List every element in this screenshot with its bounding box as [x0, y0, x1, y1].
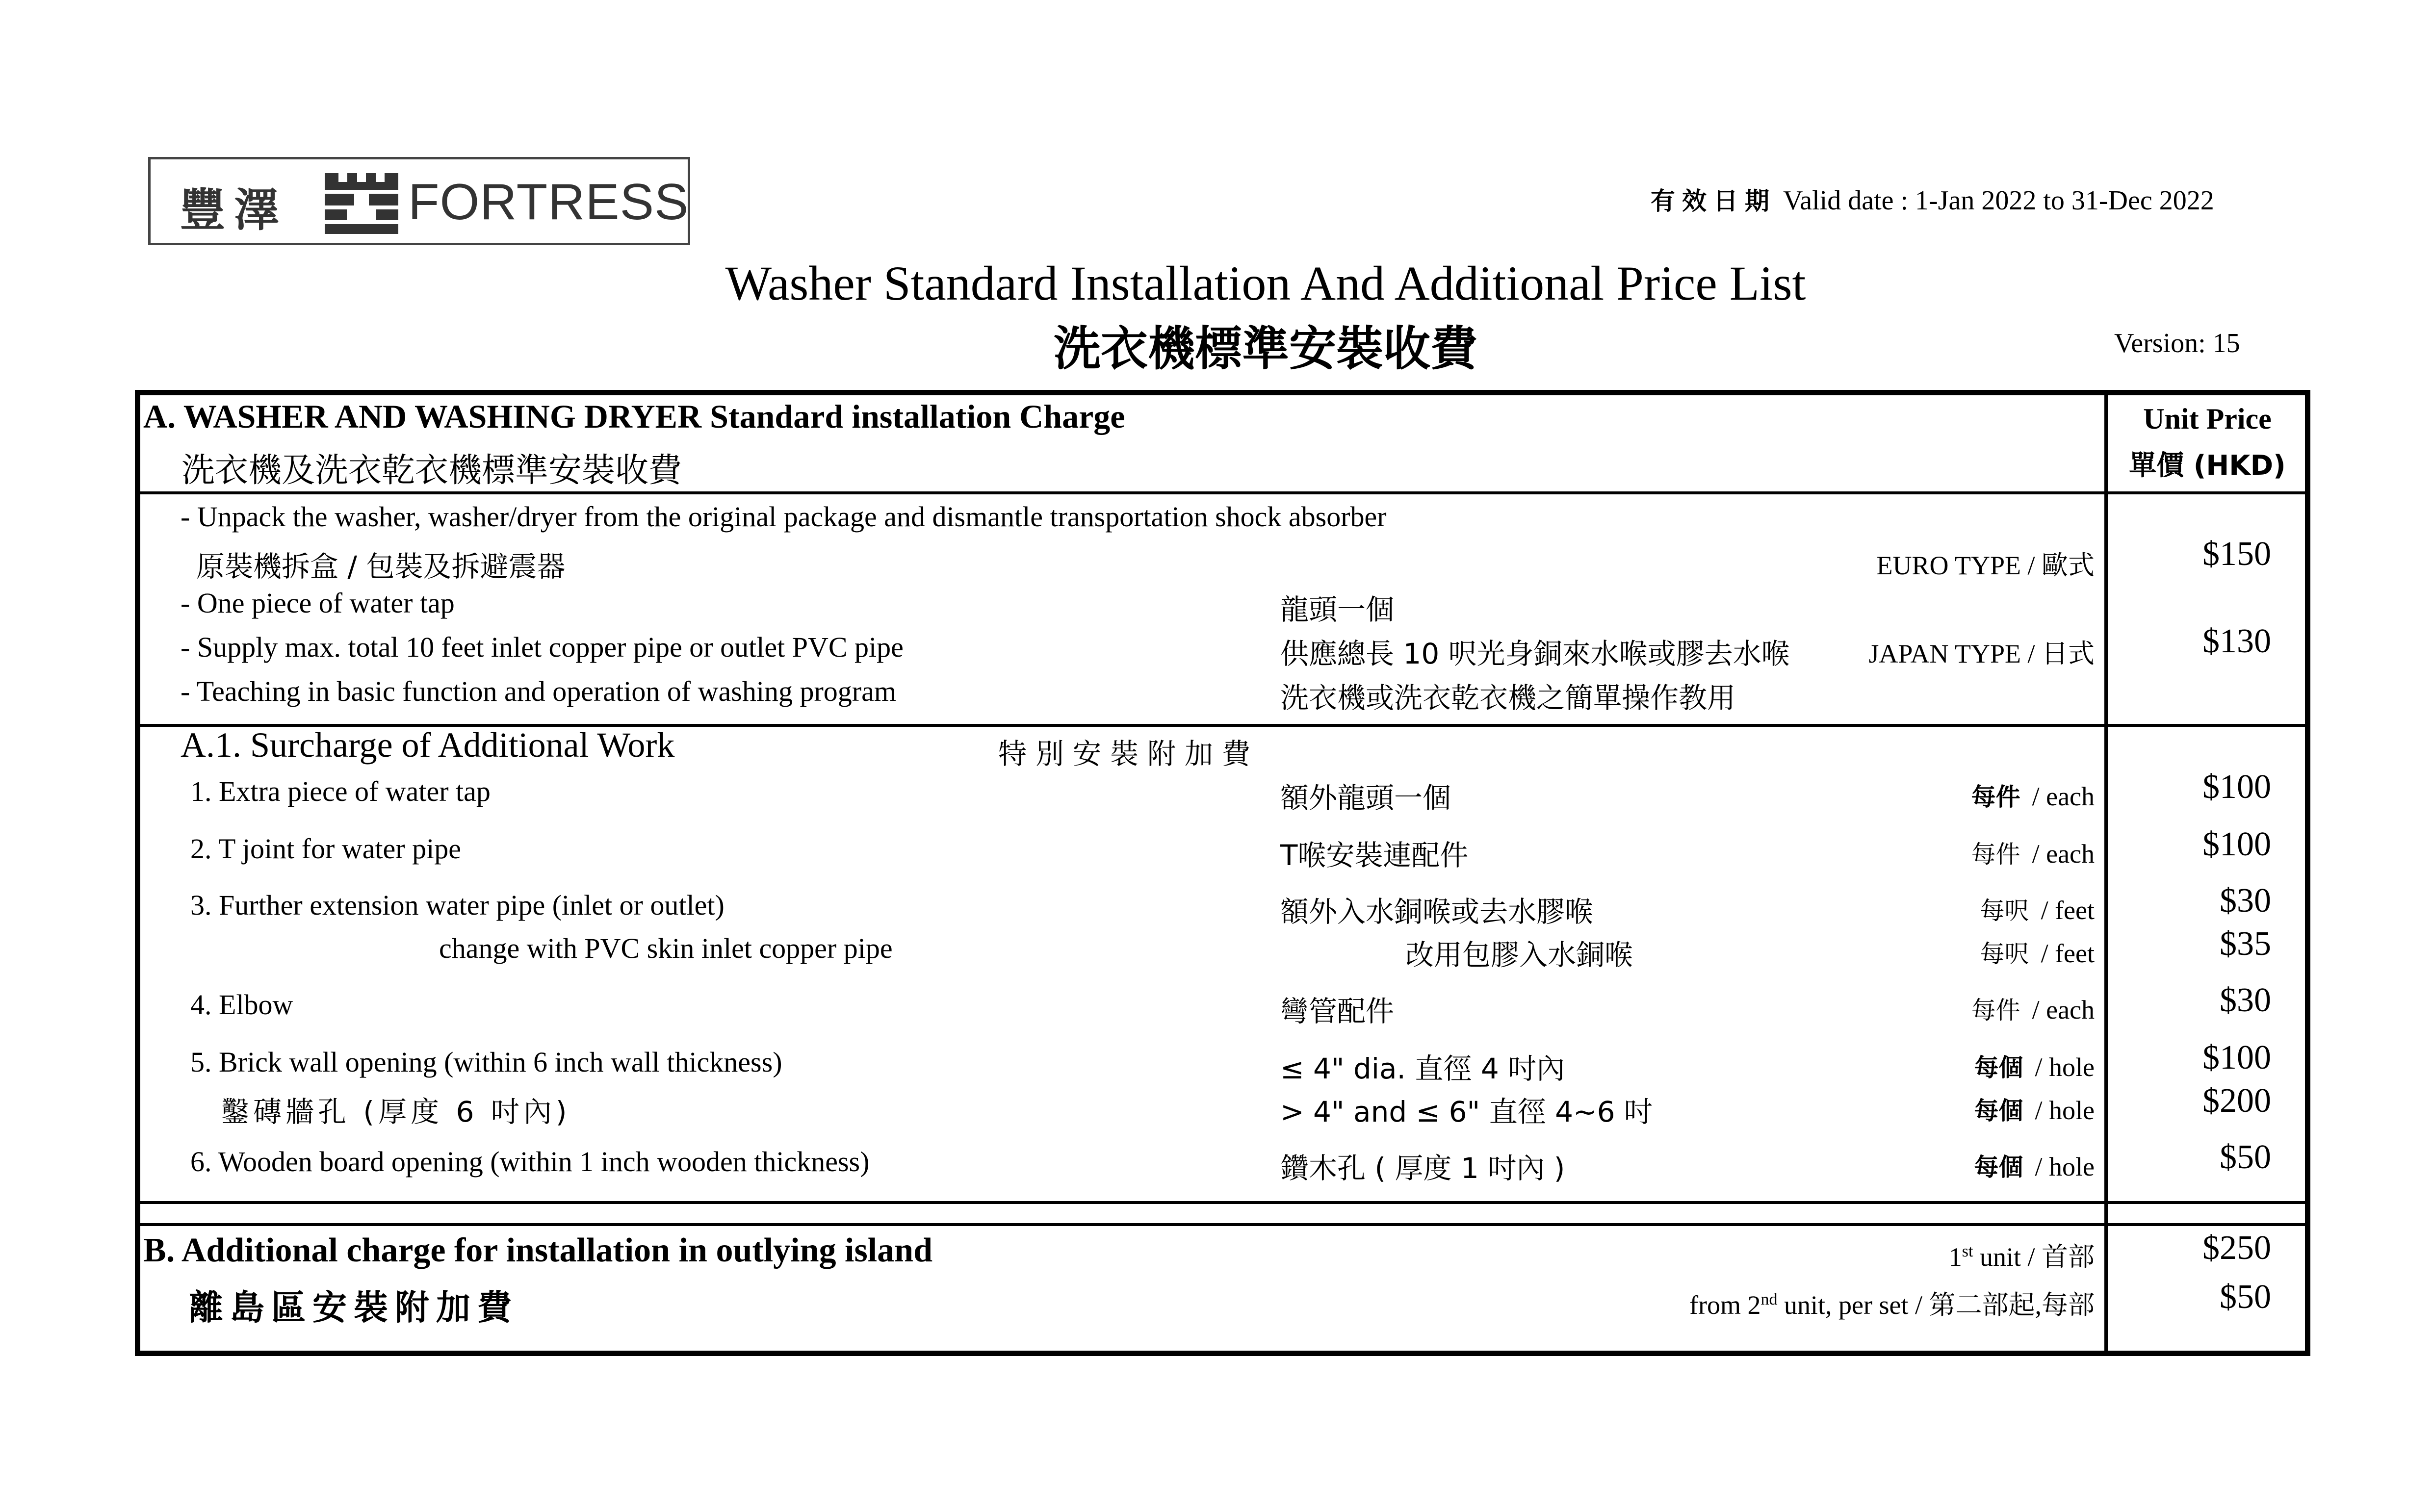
- additional-unit-price: $50: [2220, 1278, 2271, 1316]
- additional-unit-label: from 2nd unit, per set / 第二部起,每部: [1689, 1290, 2095, 1320]
- table-row-zh: > 4" and ≤ 6" 直徑 4~6 吋: [1280, 1095, 1653, 1128]
- row-price: $100: [2202, 1039, 2271, 1076]
- list-item: - One piece of water tap: [181, 587, 455, 619]
- section-a-heading: A. WASHER AND WASHING DRYER Standard installation Charge: [143, 398, 1125, 435]
- list-item-zh: 洗衣機或洗衣乾衣機之簡單操作教用: [1280, 681, 1736, 715]
- table-row: 1. Extra piece of water tap: [190, 775, 491, 807]
- valid-date-cjk: 有效日期: [1651, 187, 1776, 215]
- castle-tower-icon: [325, 173, 398, 234]
- table-row-zh: 彎管配件: [1280, 995, 1395, 1028]
- table-row: 2. T joint for water pipe: [190, 833, 461, 865]
- list-item-zh: 原裝機拆盒 / 包裝及拆避震器: [196, 550, 566, 583]
- divider-header: [138, 491, 2307, 494]
- list-item: - Teaching in basic function and operation of washing program: [181, 675, 896, 707]
- unit-label: 每個 / hole: [1974, 1096, 2095, 1125]
- unit-label: 每件 / each: [1971, 995, 2095, 1025]
- table-row: 3. Further extension water pipe (inlet or outlet): [190, 889, 725, 921]
- unit-label: 每個 / hole: [1974, 1052, 2095, 1082]
- euro-type-price: $150: [2202, 535, 2271, 573]
- section-b-heading-zh: 離島區安裝附加費: [189, 1287, 518, 1328]
- row-price: $35: [2220, 925, 2271, 963]
- row-price: $30: [2220, 882, 2271, 920]
- section-a1-heading-zh: 特別安裝附加費: [998, 737, 1260, 770]
- table-row: 6. Wooden board opening (within 1 inch wooden thickness): [190, 1146, 870, 1178]
- table-row: change with PVC skin inlet copper pipe: [439, 932, 893, 964]
- table-row-zh: 額外龍頭一個: [1280, 781, 1451, 815]
- unit-label: 每個 / hole: [1974, 1152, 2095, 1181]
- list-item: - Unpack the washer, washer/dryer from the original package and dismantle transportation shock absorber: [181, 501, 1387, 533]
- row-price: $100: [2202, 825, 2271, 863]
- unit-label: 每件 / each: [1971, 782, 2095, 811]
- row-price: $30: [2220, 981, 2271, 1019]
- valid-date: [1651, 181, 2214, 217]
- valid-date-text: Valid date : 1-Jan 2022 to 31-Dec 2022: [1783, 185, 2214, 216]
- version-label: Version: 15: [2114, 328, 2240, 359]
- table-row-zh: 改用包膠入水銅喉: [1405, 938, 1633, 972]
- table-row-zh: 鑽木孔 ( 厚度 1 吋內 ): [1280, 1152, 1565, 1185]
- row-price: $50: [2220, 1138, 2271, 1176]
- row-price: $100: [2202, 768, 2271, 806]
- first-unit-label: 1st unit / 首部: [1948, 1242, 2095, 1272]
- list-item-zh: 供應總長 10 呎光身銅來水喉或膠去水喉: [1280, 637, 1790, 670]
- japan-type-label: JAPAN TYPE / 日式: [1868, 639, 2095, 668]
- table-row-zh: T喉安裝連配件: [1280, 839, 1469, 872]
- first-unit-price: $250: [2202, 1229, 2271, 1267]
- page-title: Washer Standard Installation And Additional Price List: [725, 256, 1806, 310]
- list-item-zh: 龍頭一個: [1280, 593, 1395, 626]
- divider-section-a1: [138, 1201, 2307, 1204]
- section-a-heading-zh: 洗衣機及洗衣乾衣機標準安裝收費: [181, 451, 682, 490]
- unit-price-header-zh: 單價 (HKD): [2129, 450, 2286, 482]
- divider-section-b: [138, 1223, 2307, 1226]
- table-row: 5. Brick wall opening (within 6 inch wall thickness): [190, 1046, 782, 1078]
- table-row: 鑿磚牆孔 (厚度 6 吋內): [221, 1095, 571, 1128]
- unit-label: 每件 / each: [1971, 839, 2095, 869]
- section-a1-heading: A.1. Surcharge of Additional Work: [181, 725, 675, 765]
- list-item: - Supply max. total 10 feet inlet copper pipe or outlet PVC pipe: [181, 631, 904, 663]
- section-b-heading: B. Additional charge for installation in outlying island: [143, 1231, 933, 1269]
- fortress-logo: [148, 157, 690, 245]
- unit-label: 每呎 / feet: [1980, 896, 2095, 925]
- unit-price-header: Unit Price: [2143, 403, 2272, 435]
- price-table: [135, 390, 2310, 1356]
- unit-label: 每呎 / feet: [1980, 939, 2095, 968]
- japan-type-price: $130: [2202, 622, 2271, 660]
- logo-cjk-text: 豐澤: [180, 184, 288, 236]
- table-row-zh: ≤ 4" dia. 直徑 4 吋內: [1280, 1052, 1565, 1085]
- row-price: $200: [2202, 1082, 2271, 1120]
- table-row: 4. Elbow: [190, 989, 293, 1021]
- logo-wordmark: FORTRESS: [408, 174, 689, 231]
- page-title-zh: 洗衣機標準安裝收費: [1054, 321, 1477, 376]
- table-row-zh: 額外入水銅喉或去水膠喉: [1280, 895, 1594, 928]
- euro-type-label: EURO TYPE / 歐式: [1876, 551, 2095, 580]
